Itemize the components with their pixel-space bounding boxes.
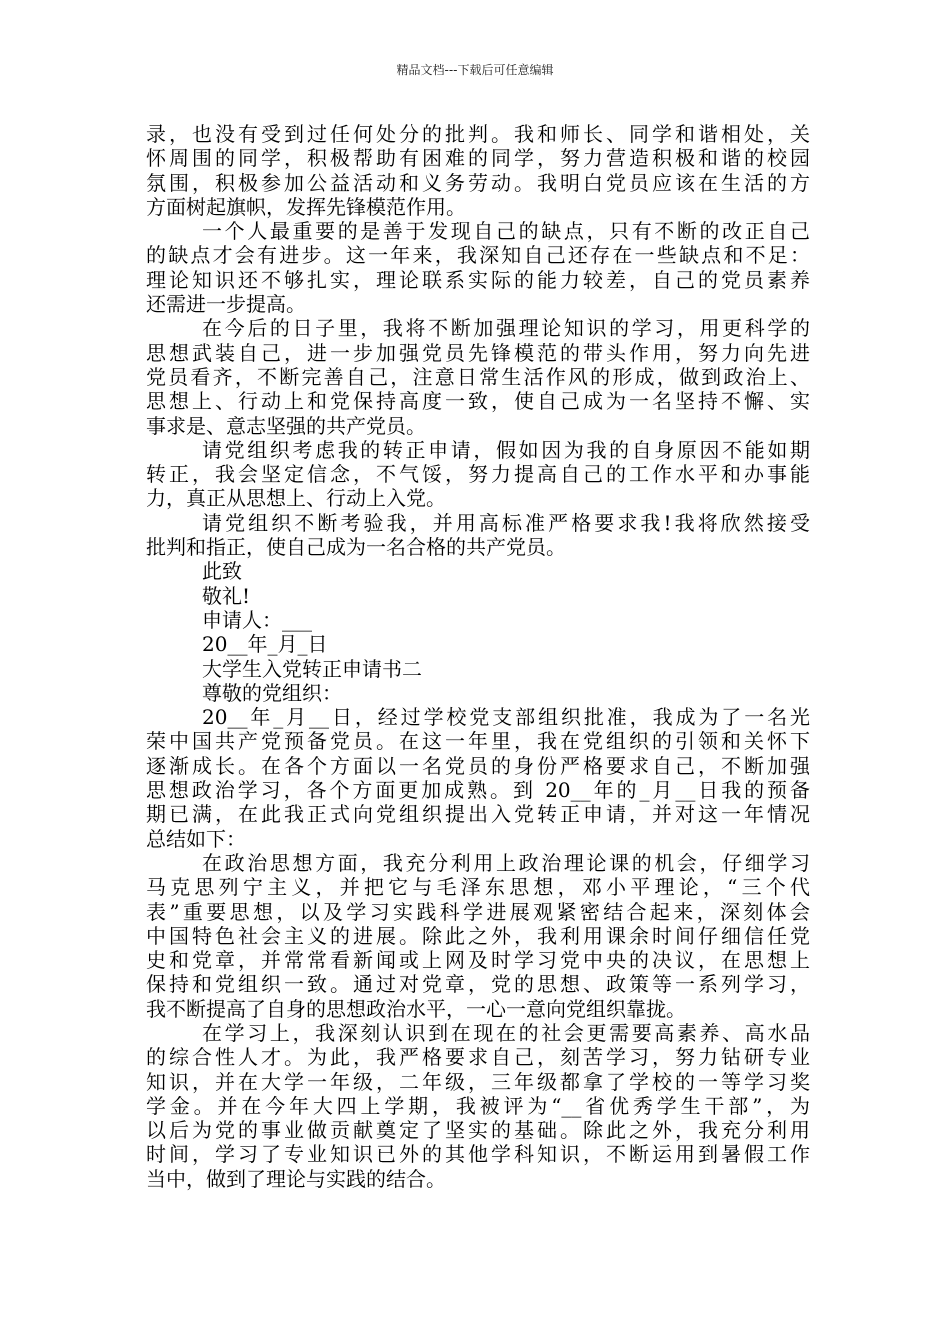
text-line: 一个人最重要的是善于发现自己的缺点，只有不断的改正自己	[202, 219, 810, 244]
page-header: 精品文档---下载后可任意编辑	[396, 63, 554, 77]
text-line: 20__年_月_日	[202, 632, 328, 657]
text-line: 思想武装自己，进一步加强党员先锋模范的带头作用，努力向先进	[146, 340, 810, 365]
text-line: 敬礼!	[202, 583, 251, 608]
text-line: 录，也没有受到过任何处分的批判。我和师长、同学和谐相处，关	[146, 122, 810, 146]
text-line: 思想上、行动上和党保持高度一致，使自己成为一名坚持不懈、实	[146, 389, 810, 414]
text-line: 思想政治学习，各个方面更加成熟。到 20__年的_月__日我的预备	[146, 778, 810, 803]
text-line: 学金。并在今年大四上学期，我被评为“__省优秀学生干部”，为	[146, 1093, 810, 1118]
text-line: 尊敬的党组织：	[202, 680, 342, 705]
text-line: 期已满，在此我正式向党组织提出入党转正申请，并对这一年情况	[146, 802, 810, 827]
text-line: 在政治思想方面，我充分利用上政治理论课的机会，仔细学习	[202, 850, 810, 875]
text-line: 请党组织不断考验我，并用高标准严格要求我!我将欣然接受	[202, 510, 810, 535]
text-line: 的缺点才会有进步。这一年来，我深知自己还存在一些缺点和不足：	[146, 243, 810, 268]
text-line: 荣中国共产党预备党员。在这一年里，我在党组织的引领和关怀下	[146, 729, 810, 754]
text-line: 怀周围的同学，积极帮助有困难的同学，努力营造积极和谐的校园	[146, 146, 810, 171]
text-line: 史和党章，并常常看新闻或上网及时学习党中央的决议，在思想上	[146, 948, 810, 973]
text-line: 方面树起旗帜，发挥先锋模范作用。	[146, 194, 466, 219]
text-line: 逐渐成长。在各个方面以一名党员的身份严格要求自己，不断加强	[146, 753, 810, 778]
text-line: 大学生入党转正申请书二	[202, 656, 422, 681]
text-line: 此致	[202, 559, 242, 584]
text-line: 知识，并在大学一年级，二年级，三年级都拿了学校的一等学习奖	[146, 1069, 810, 1094]
text-line: 理论知识还不够扎实，理论联系实际的能力较差，自己的党员素养	[146, 267, 810, 292]
text-line: 事求是、意志坚强的共产党员。	[146, 413, 426, 438]
text-line: 请党组织考虑我的转正申请，假如因为我的自身原因不能如期	[202, 437, 810, 462]
text-line: 表”重要思想，以及学习实践科学进展观紧密结合起来，深刻体会	[146, 899, 810, 924]
text-line: 我不断提高了自身的思想政治水平，一心一意向党组织靠拢。	[146, 996, 686, 1021]
text-line: 申请人：___	[202, 607, 312, 632]
text-line: 氛围，积极参加公益活动和义务劳动。我明白党员应该在生活的方	[146, 170, 810, 195]
text-line: 党员看齐，不断完善自己，注意日常生活作风的形成，做到政治上、	[146, 364, 810, 389]
text-line: 中国特色社会主义的进展。除此之外，我利用课余时间仔细信任党	[146, 923, 810, 948]
text-line: 总结如下：	[146, 826, 246, 851]
text-line: 的综合性人才。为此，我严格要求自己，刻苦学习，努力钻研专业	[146, 1045, 810, 1070]
text-line: 马克思列宁主义，并把它与毛泽东思想，邓小平理论，“三个代	[146, 875, 810, 900]
text-line: 以后为党的事业做贡献奠定了坚实的基础。除此之外，我充分利用	[146, 1118, 810, 1143]
document-body	[146, 122, 810, 1191]
text-line: 还需进一步提高。	[146, 292, 306, 317]
text-line: 力，真正从思想上、行动上入党。	[146, 486, 446, 511]
text-line: 在学习上，我深刻认识到在现在的社会更需要高素养、高水品	[202, 1020, 810, 1045]
text-line: 在今后的日子里，我将不断加强理论知识的学习，用更科学的	[202, 316, 810, 341]
text-line: 批判和指正，使自己成为一名合格的共产党员。	[146, 535, 566, 560]
text-line: 转正，我会坚定信念，不气馁，努力提高自己的工作水平和办事能	[146, 462, 810, 487]
text-line: 当中，做到了理论与实践的结合。	[146, 1166, 446, 1191]
text-line: 20__年_月__日，经过学校党支部组织批准，我成为了一名光	[202, 705, 810, 730]
text-line: 时间，学习了专业知识已外的其他学科知识，不断运用到暑假工作	[146, 1142, 810, 1167]
text-line: 保持和党组织一致。通过对党章，党的思想、政策等一系列学习，	[146, 972, 810, 997]
